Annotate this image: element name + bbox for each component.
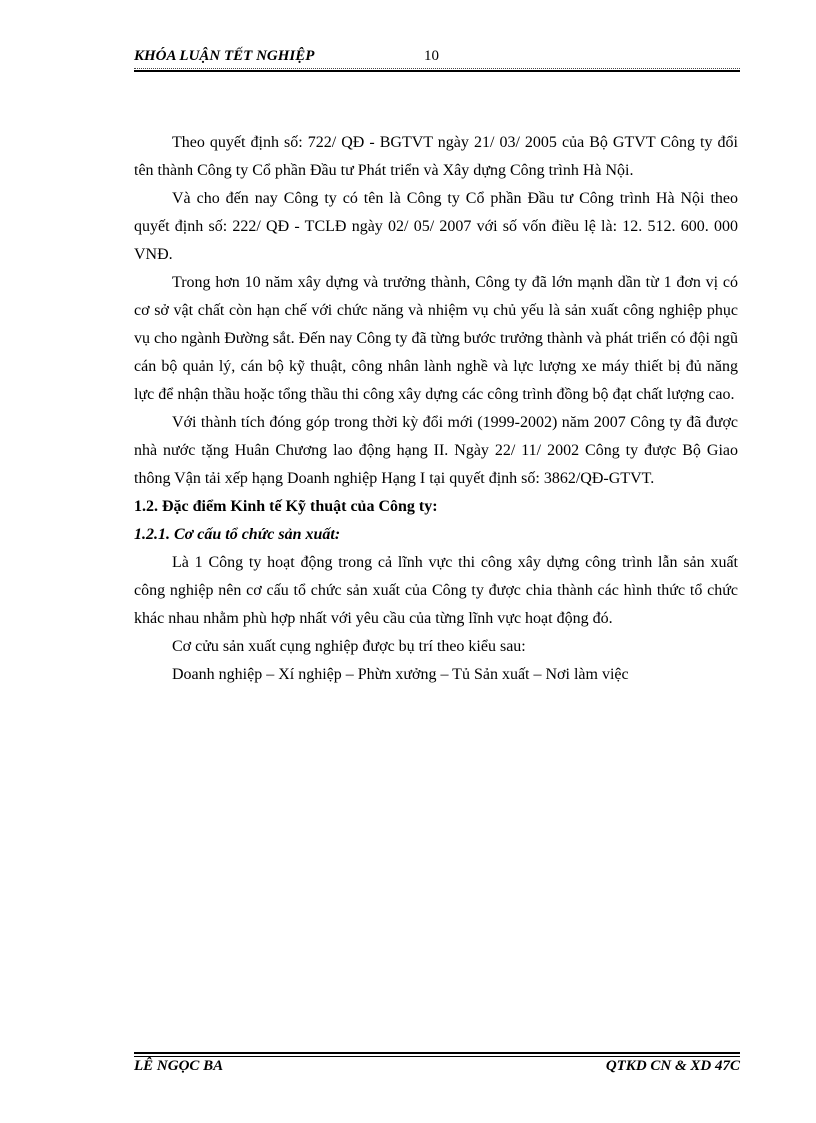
paragraph: Và cho đến nay Công ty có tên là Công ty Cổ phần Đầu tư Công trình Hà Nội theo quyết định số: 222/ QĐ - TCLĐ ngày 02/ 05/ 2007 với số vốn điều lệ là: 12. 512. 600. 000 VNĐ. xyxy=(134,190,738,263)
footer-class: QTKD CN & XD 47C xyxy=(605,1058,740,1074)
page-header xyxy=(134,48,740,68)
header-rule xyxy=(134,70,740,72)
paragraph: Theo quyết định số: 722/ QĐ - BGTVT ngày 21/ 03/ 2005 của Bộ GTVT Công ty đổi tên thành Công ty Cổ phần Đầu tư Phát triển và Xây dựng Công trình Hà Nội. xyxy=(134,134,738,179)
paragraph: Là 1 Công ty hoạt động trong cả lĩnh vực thi công xây dựng công trình lẫn sản xuất công nghiệp nên cơ cấu tổ chức sản xuất của Công ty được chia thành các hình thức tổ chức khác nhau nhằm phù hợp nhất với yêu cầu của từng lĩnh vực hoạt động đó. xyxy=(134,554,738,627)
header-divider xyxy=(134,68,740,69)
section-heading: 1.2. Đặc điểm Kinh tế Kỹ thuật của Công ty: xyxy=(134,498,438,515)
paragraph: Trong hơn 10 năm xây dựng và trưởng thành, Công ty đã lớn mạnh dần từ 1 đơn vị có cơ sở vật chất còn hạn chế với chức năng và nhiệm vụ chủ yếu là sản xuất công nghiệp phục vụ cho ngành Đường sắt. Đến nay Công ty đã từng bước trưởng thành và phát triển có đội ngũ cán bộ quản lý, cán bộ kỹ thuật, công nhân lành nghề và lực lượng xe máy thiết bị đủ năng lực để nhận thầu hoặc tổng thầu thi công xây dựng các công trình đồng bộ đạt chất lượng cao. xyxy=(134,274,738,403)
page-footer xyxy=(134,1058,740,1075)
paragraph: Cơ cửu sản xuất cụng nghiệp được bụ trí theo kiểu sau: xyxy=(172,638,526,655)
paragraph: Với thành tích đóng góp trong thời kỳ đổi mới (1999-2002) năm 2007 Công ty đã được nhà nước tặng Huân Chương lao động hạng II. Ngày 22/ 11/ 2002 Công ty được Bộ Giao thông Vận tải xếp hạng Doanh nghiệp Hạng I tại quyết định số: 3862/QĐ-GTVT. xyxy=(134,414,738,487)
subsection-heading: 1.2.1. Cơ cấu tổ chức sản xuất: xyxy=(134,526,341,543)
footer-divider xyxy=(134,1056,740,1057)
footer-author: LÊ NGỌC BA xyxy=(134,1058,224,1074)
footer-rule xyxy=(134,1052,740,1054)
page-number: 10 xyxy=(424,48,439,64)
paragraph: Doanh nghiệp – Xí nghiệp – Phừn xưởng – Tủ Sản xuất – Nơi làm việc xyxy=(172,666,629,683)
document-body xyxy=(134,129,738,689)
header-title: KHÓA LUẬN TẾT NGHIỆP xyxy=(134,48,315,64)
